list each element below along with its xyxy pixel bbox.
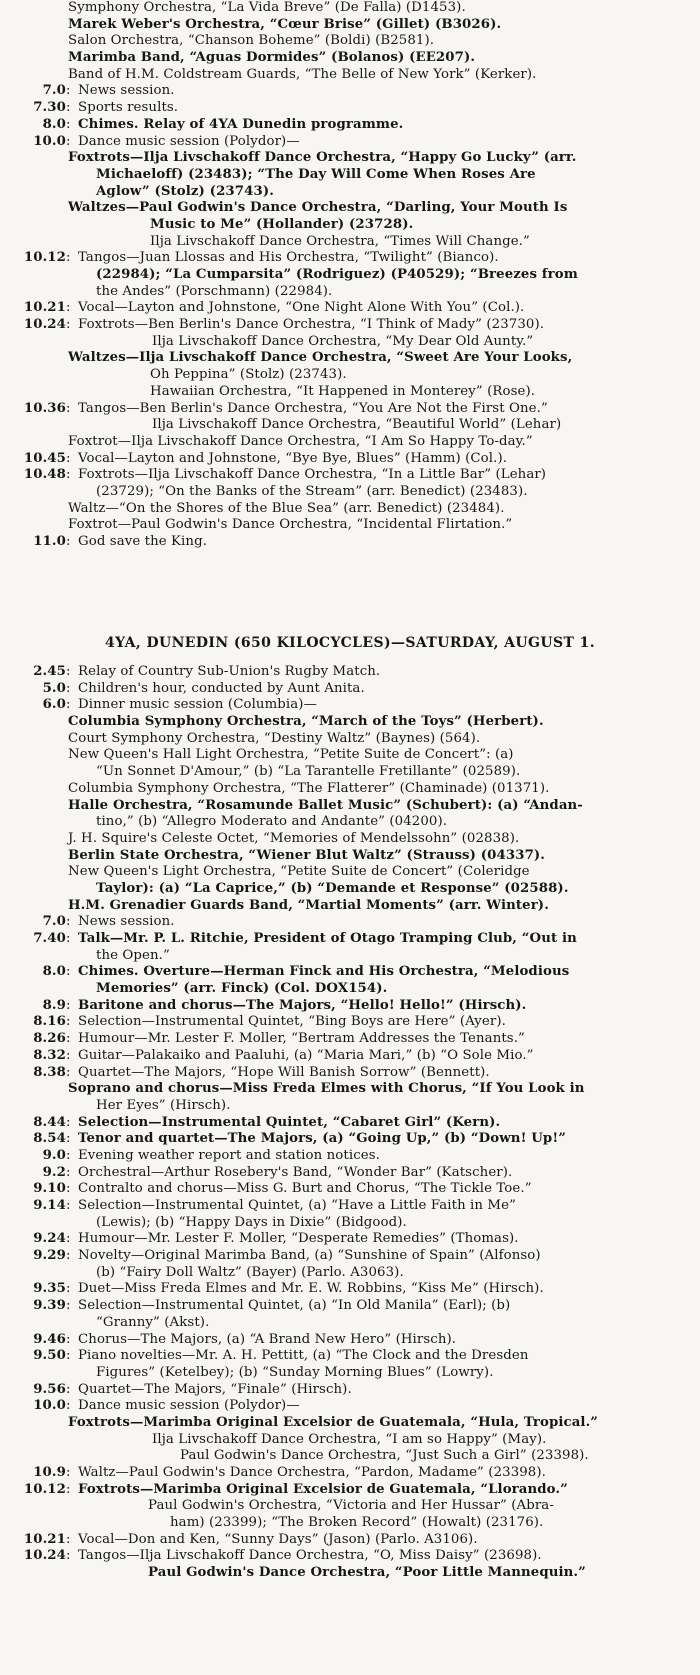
programme-line — [0, 848, 700, 865]
time-colon: : — [66, 1398, 71, 1414]
programme-text: Contralto and chorus—Miss G. Burt and Chorus, “The Tickle Toe.” — [78, 1181, 532, 1197]
programme-text: Dinner music session (Columbia)— — [78, 697, 317, 713]
station-heading: 4YA, DUNEDIN (650 KILOCYCLES)—SATURDAY, AUGUST 1. — [105, 635, 595, 651]
programme-text: Her Eyes” (Hirsch). — [96, 1097, 231, 1113]
time-stamp: 9.29 — [33, 1248, 66, 1264]
time-stamp: 7.0 — [42, 914, 66, 930]
programme-text: H.M. Grenadier Guards Band, “Martial Moments” (arr. Winter). — [68, 897, 549, 913]
programme-line — [0, 83, 700, 100]
programme-line — [0, 134, 700, 151]
programme-line — [0, 517, 700, 534]
programme-line — [0, 1098, 700, 1115]
time-colon: : — [66, 534, 71, 549]
programme-line — [0, 50, 700, 67]
time-colon: : — [66, 1298, 71, 1314]
programme-text: Columbia Symphony Orchestra, “March of the Toys” (Herbert). — [68, 714, 544, 730]
programme-text: Talk—Mr. P. L. Ritchie, President of Otago Tramping Club, “Out in — [78, 931, 577, 946]
programme-line — [0, 714, 700, 731]
time-stamp: 8.0 — [42, 116, 66, 132]
programme-line — [0, 1165, 700, 1182]
time-stamp: 10.0 — [33, 133, 66, 149]
time-stamp: 11.0 — [33, 534, 66, 549]
time-colon: : — [66, 133, 71, 149]
programme-line — [0, 317, 700, 334]
programme-line — [0, 117, 700, 134]
programme-text: News session. — [78, 83, 175, 99]
programme-text: Salon Orchestra, “Chanson Boheme” (Boldi) (B2581). — [68, 33, 435, 49]
time-colon: : — [66, 1031, 71, 1047]
programme-text: Memories” (arr. Finck) (Col. DOX154). — [96, 981, 388, 997]
time-colon: : — [66, 1047, 71, 1063]
programme-text: Taylor): (a) “La Caprice,” (b) “Demande et Response” (02588). — [96, 880, 569, 896]
programme-line — [0, 384, 700, 401]
time-stamp: 8.38 — [33, 1064, 66, 1080]
time-stamp: 10.24 — [23, 1548, 66, 1564]
programme-line — [0, 898, 700, 915]
programme-line — [0, 1265, 700, 1282]
programme-line — [0, 681, 700, 698]
programme-text: Evening weather report and station notices. — [78, 1147, 380, 1163]
programme-text: Ilja Livschakoff Dance Orchestra, “I am so Happy” (May). — [152, 1431, 547, 1447]
programme-text: Foxtrots—Marimba Original Excelsior de Guatemala, “Llorando.” — [78, 1481, 568, 1497]
programme-line — [0, 731, 700, 748]
time-colon: : — [66, 1014, 71, 1030]
programme-line — [0, 1065, 700, 1082]
programme-line — [0, 284, 700, 301]
programme-text: Ilja Livschakoff Dance Orchestra, “Beautiful World” (Lehar) — [152, 417, 562, 433]
programme-line — [0, 1198, 700, 1215]
programme-line — [0, 747, 700, 764]
time-stamp: 10.45 — [23, 450, 66, 466]
programme-line — [0, 367, 700, 384]
programme-line — [0, 150, 700, 167]
programme-text: Foxtrot—Paul Godwin's Dance Orchestra, “Incidental Flirtation.” — [68, 517, 513, 533]
programme-text: the Open.” — [96, 947, 170, 963]
programme-line — [0, 200, 700, 217]
programme-text: Halle Orchestra, “Rosamunde Ballet Music” (Schubert): (a) “Andan- — [68, 797, 583, 813]
time-colon: : — [66, 1231, 71, 1247]
time-colon: : — [66, 100, 71, 116]
programme-line — [0, 67, 700, 84]
time-colon: : — [66, 467, 71, 483]
programme-line — [0, 467, 700, 484]
programme-text: Sports results. — [78, 100, 179, 116]
programme-line — [0, 1298, 700, 1315]
programme-text: Foxtrots—Ilja Livschakoff Dance Orchestra, “In a Little Bar” (Lehar) — [78, 467, 547, 483]
time-colon: : — [66, 964, 71, 980]
programme-text: Marimba Band, “Aguas Dormides” (Bolanos) (EE207). — [68, 50, 476, 66]
programme-text: Marek Weber's Orchestra, “Cœur Brise” (Gillet) (B3026). — [68, 16, 502, 32]
programme-line — [0, 964, 700, 981]
time-stamp: 8.0 — [42, 964, 66, 980]
programme-text: Humour—Mr. Lester F. Moller, “Bertram Addresses the Tenants.” — [78, 1031, 525, 1047]
programme-line — [0, 1231, 700, 1248]
programme-text: Duet—Miss Freda Elmes and Mr. E. W. Robbins, “Kiss Me” (Hirsch). — [78, 1281, 544, 1297]
time-colon: : — [66, 1281, 71, 1297]
programme-line — [0, 350, 700, 367]
programme-text: Dance music session (Polydor)— — [78, 1398, 300, 1414]
programme-text: Hawaiian Orchestra, “It Happened in Monterey” (Rose). — [150, 383, 536, 399]
programme-text: Children's hour, conducted by Aunt Anita. — [78, 680, 365, 696]
programme-text: Foxtrots—Ilja Livschakoff Dance Orchestra, “Happy Go Lucky” (arr. — [68, 150, 577, 166]
time-stamp: 10.21 — [23, 300, 66, 316]
time-colon: : — [66, 450, 71, 466]
time-colon: : — [66, 1064, 71, 1080]
programme-text: God save the King. — [78, 534, 208, 549]
programme-line — [0, 1515, 700, 1532]
time-colon: : — [66, 664, 71, 679]
programme-text: New Queen's Light Orchestra, “Petite Suite de Concert” (Coleridge — [68, 864, 530, 880]
time-stamp: 9.10 — [33, 1181, 66, 1197]
programme-text: Paul Godwin's Dance Orchestra, “Poor Little Mannequin.” — [148, 1565, 586, 1581]
time-colon: : — [66, 1164, 71, 1180]
programme-line — [0, 1482, 700, 1499]
programme-line — [0, 814, 700, 831]
programme-line — [0, 1281, 700, 1298]
programme-text: Baritone and chorus—The Majors, “Hello! Hello!” (Hirsch). — [78, 997, 527, 1013]
programme-text: Chimes. Overture—Herman Finck and His Orchestra, “Melodious — [78, 964, 570, 980]
time-stamp: 9.35 — [33, 1281, 66, 1297]
programme-text: News session. — [78, 914, 175, 930]
programme-text: Paul Godwin's Orchestra, “Victoria and Her Hussar” (Abra- — [148, 1498, 554, 1514]
programme-text: Ilja Livschakoff Dance Orchestra, “Times Will Change.” — [150, 233, 530, 249]
time-stamp: 10.24 — [23, 317, 66, 333]
time-colon: : — [66, 1481, 71, 1497]
time-stamp: 7.0 — [42, 83, 66, 99]
time-stamp: 5.0 — [42, 680, 66, 696]
programme-text: Foxtrot—Ilja Livschakoff Dance Orchestra, “I Am So Happy To-day.” — [68, 433, 533, 449]
time-colon: : — [66, 400, 71, 416]
programme-line — [0, 417, 700, 434]
programme-line — [0, 1181, 700, 1198]
programme-text: Vocal—Don and Ken, “Sunny Days” (Jason) (Parlo. A3106). — [78, 1531, 478, 1547]
programme-line — [0, 100, 700, 117]
time-colon: : — [66, 1331, 71, 1347]
programme-line — [0, 831, 700, 848]
time-stamp: 8.54 — [33, 1131, 66, 1147]
time-colon: : — [66, 680, 71, 696]
programme-line — [0, 267, 700, 284]
programme-text: Dance music session (Polydor)— — [78, 133, 300, 149]
programme-text: (23729); “On the Banks of the Stream” (arr. Benedict) (23483). — [96, 483, 528, 499]
programme-line — [0, 1565, 700, 1582]
programme-text: Berlin State Orchestra, “Wiener Blut Waltz” (Strauss) (04337). — [68, 847, 546, 863]
programme-text: Foxtrots—Ben Berlin's Dance Orchestra, “I Think of Mady” (23730). — [78, 317, 545, 333]
time-colon: : — [66, 1131, 71, 1147]
time-stamp: 10.9 — [33, 1465, 66, 1480]
programme-line — [0, 17, 700, 34]
programme-line — [0, 931, 700, 948]
programme-text: Tangos—Juan Llossas and His Orchestra, “Twilight” (Bianco). — [78, 250, 499, 266]
time-stamp: 10.12 — [23, 1481, 66, 1497]
programme-text: Aglow” (Stolz) (23743). — [96, 183, 274, 199]
programme-line — [0, 1148, 700, 1165]
programme-line — [0, 1315, 700, 1332]
programme-line — [0, 250, 700, 267]
time-stamp: 10.48 — [23, 467, 66, 483]
programme-line — [0, 664, 700, 681]
programme-line — [0, 1415, 700, 1432]
programme-text: Orchestral—Arthur Rosebery's Band, “Wonder Bar” (Katscher). — [78, 1164, 513, 1180]
programme-text: ham) (23399); “The Broken Record” (Howalt) (23176). — [170, 1515, 544, 1531]
programme-line — [0, 401, 700, 418]
time-stamp: 7.40 — [33, 931, 66, 946]
time-stamp: 10.12 — [23, 250, 66, 266]
time-colon: : — [66, 300, 71, 316]
programme-text: Waltz—Paul Godwin's Dance Orchestra, “Pardon, Madame” (23398). — [78, 1465, 546, 1480]
programme-text: tino,” (b) “Allegro Moderato and Andante” (04200). — [96, 814, 448, 830]
time-stamp: 9.14 — [33, 1198, 66, 1213]
programme-text: Quartet—The Majors, “Hope Will Banish Sorrow” (Bennett). — [78, 1064, 490, 1080]
time-colon: : — [66, 997, 71, 1013]
time-stamp: 9.2 — [42, 1164, 66, 1180]
programme-line — [0, 434, 700, 451]
time-stamp: 9.46 — [33, 1331, 66, 1347]
programme-line — [0, 167, 700, 184]
programme-line — [0, 1248, 700, 1265]
programme-listing-part-1 — [0, 0, 700, 551]
time-stamp: 9.50 — [33, 1348, 66, 1364]
time-stamp: 2.45 — [33, 664, 66, 679]
programme-line — [0, 0, 700, 17]
programme-line — [0, 184, 700, 201]
programme-text: Tangos—Ben Berlin's Dance Orchestra, “You Are Not the First One.” — [78, 400, 548, 416]
time-stamp: 9.56 — [33, 1381, 66, 1397]
programme-line — [0, 914, 700, 931]
time-colon: : — [66, 317, 71, 333]
time-stamp: 7.30 — [33, 100, 66, 116]
time-colon: : — [66, 1248, 71, 1264]
programme-line — [0, 948, 700, 965]
programme-line — [0, 781, 700, 798]
programme-line — [0, 501, 700, 518]
programme-text: Music to Me” (Hollander) (23728). — [150, 216, 414, 232]
time-colon: : — [66, 1348, 71, 1364]
programme-line — [0, 534, 700, 551]
time-colon: : — [66, 1465, 71, 1480]
time-stamp: 8.9 — [42, 997, 66, 1013]
programme-line — [0, 1465, 700, 1482]
time-colon: : — [66, 931, 71, 946]
programme-line — [0, 1398, 700, 1415]
programme-line — [0, 217, 700, 234]
programme-line — [0, 451, 700, 468]
time-colon: : — [66, 1114, 71, 1130]
programme-line — [0, 998, 700, 1015]
programme-text: Selection—Instrumental Quintet, “Cabaret Girl” (Kern). — [78, 1114, 501, 1130]
programme-text: Waltz—“On the Shores of the Blue Sea” (arr. Benedict) (23484). — [68, 500, 505, 516]
programme-text: Vocal—Layton and Johnstone, “One Night Alone With You” (Col.). — [78, 300, 525, 316]
programme-text: the Andes” (Porschmann) (22984). — [96, 283, 333, 299]
programme-line — [0, 334, 700, 351]
time-stamp: 10.0 — [33, 1398, 66, 1414]
programme-line — [0, 1031, 700, 1048]
programme-text: New Queen's Hall Light Orchestra, “Petite Suite de Concert”: (a) — [68, 747, 514, 763]
programme-line — [0, 1382, 700, 1399]
programme-text: J. H. Squire's Celeste Octet, “Memories of Mendelssohn” (02838). — [68, 830, 520, 846]
programme-line — [0, 234, 700, 251]
programme-text: Waltzes—Ilja Livschakoff Dance Orchestra, “Sweet Are Your Looks, — [68, 350, 573, 366]
programme-text: Symphony Orchestra, “La Vida Breve” (De Falla) (D1453). — [68, 0, 466, 15]
programme-text: Selection—Instrumental Quintet, (a) “Have a Little Faith in Me” — [78, 1198, 516, 1213]
programme-line — [0, 33, 700, 50]
programme-text: Novelty—Original Marimba Band, (a) “Sunshine of Spain” (Alfonso) — [78, 1248, 541, 1264]
time-colon: : — [66, 1147, 71, 1163]
programme-line — [0, 798, 700, 815]
programme-line — [0, 864, 700, 881]
programme-text: (22984); “La Cumparsita” (Rodriguez) (P40529); “Breezes from — [96, 267, 578, 282]
programme-line — [0, 1432, 700, 1449]
time-colon: : — [66, 1548, 71, 1564]
time-colon: : — [66, 1381, 71, 1397]
programme-line — [0, 697, 700, 714]
time-stamp: 6.0 — [42, 697, 66, 713]
time-colon: : — [66, 1531, 71, 1547]
programme-text: Chorus—The Majors, (a) “A Brand New Hero” (Hirsch). — [78, 1331, 457, 1347]
programme-text: Paul Godwin's Dance Orchestra, “Just Such a Girl” (23398). — [180, 1448, 589, 1464]
programme-text: Relay of Country Sub-Union's Rugby Match. — [78, 664, 381, 679]
programme-text: Court Symphony Orchestra, “Destiny Waltz” (Baynes) (564). — [68, 730, 481, 746]
time-stamp: 8.16 — [33, 1014, 66, 1030]
programme-text: “Granny” (Akst). — [96, 1314, 210, 1330]
programme-text: Quartet—The Majors, “Finale” (Hirsch). — [78, 1381, 352, 1397]
programme-text: (Lewis); (b) “Happy Days in Dixie” (Bidgood). — [96, 1214, 407, 1230]
programme-text: Tenor and quartet—The Majors, (a) “Going Up,” (b) “Down! Up!” — [78, 1131, 567, 1147]
programme-line — [0, 1548, 700, 1565]
time-stamp: 8.44 — [33, 1114, 66, 1130]
time-colon: : — [66, 697, 71, 713]
programme-line — [0, 1081, 700, 1098]
programme-text: Waltzes—Paul Godwin's Dance Orchestra, “Darling, Your Mouth Is — [68, 200, 568, 216]
programme-text: Selection—Instrumental Quintet, (a) “In Old Manila” (Earl); (b) — [78, 1298, 511, 1314]
programme-text: Figures” (Ketelbey); (b) “Sunday Morning Blues” (Lowry). — [96, 1364, 494, 1380]
programme-text: Chimes. Relay of 4YA Dunedin programme. — [78, 116, 404, 132]
programme-line — [0, 1215, 700, 1232]
programme-text: Selection—Instrumental Quintet, “Bing Boys are Here” (Ayer). — [78, 1014, 506, 1030]
programme-text: Humour—Mr. Lester F. Moller, “Desperate Remedies” (Thomas). — [78, 1231, 519, 1247]
time-colon: : — [66, 1181, 71, 1197]
programme-text: Michaeloff) (23483); “The Day Will Come When Roses Are — [96, 166, 536, 182]
programme-line — [0, 1448, 700, 1465]
programme-line — [0, 484, 700, 501]
time-colon: : — [66, 83, 71, 99]
programme-line — [0, 1014, 700, 1031]
programme-text: “Un Sonnet D'Amour,” (b) “La Tarantelle Fretillante” (02589). — [96, 764, 521, 780]
programme-line — [0, 300, 700, 317]
programme-line — [0, 1532, 700, 1549]
programme-text: Guitar—Palakaiko and Paaluhi, (a) “Maria Mari,” (b) “O Sole Mio.” — [78, 1047, 534, 1063]
time-stamp: 10.21 — [23, 1531, 66, 1547]
programme-text: (b) “Fairy Doll Waltz” (Bayer) (Parlo. A3063). — [96, 1264, 404, 1280]
programme-line — [0, 1348, 700, 1365]
programme-line — [0, 1048, 700, 1065]
programme-text: Band of H.M. Coldstream Guards, “The Belle of New York” (Kerker). — [68, 66, 537, 82]
time-stamp: 9.39 — [33, 1298, 66, 1314]
programme-text: Columbia Symphony Orchestra, “The Flatterer” (Chaminade) (01371). — [68, 780, 550, 796]
time-stamp: 9.0 — [42, 1147, 66, 1163]
programme-text: Tangos—Ilja Livschakoff Dance Orchestra, “O, Miss Daisy” (23698). — [78, 1548, 542, 1564]
programme-line — [0, 1332, 700, 1349]
programme-text: Vocal—Layton and Johnstone, “Bye Bye, Blues” (Hamm) (Col.). — [78, 450, 508, 466]
time-colon: : — [66, 1198, 71, 1213]
programme-text: Ilja Livschakoff Dance Orchestra, “My Dear Old Aunty.” — [152, 333, 534, 349]
programme-line — [0, 881, 700, 898]
programme-text: Foxtrots—Marimba Original Excelsior de Guatemala, “Hula, Tropical.” — [68, 1414, 599, 1430]
programme-line — [0, 1365, 700, 1382]
time-stamp: 8.26 — [33, 1031, 66, 1047]
time-stamp: 10.36 — [23, 400, 66, 416]
time-colon: : — [66, 116, 71, 132]
programme-line — [0, 764, 700, 781]
programme-line — [0, 1115, 700, 1132]
time-stamp: 8.32 — [33, 1047, 66, 1063]
programme-text: Piano novelties—Mr. A. H. Pettitt, (a) “The Clock and the Dresden — [78, 1348, 529, 1364]
programme-line — [0, 981, 700, 998]
time-colon: : — [66, 250, 71, 266]
time-colon: : — [66, 914, 71, 930]
programme-text: Oh Peppina” (Stolz) (23743). — [150, 367, 347, 383]
programme-line — [0, 1498, 700, 1515]
programme-text: Soprano and chorus—Miss Freda Elmes with Chorus, “If You Look in — [68, 1081, 585, 1097]
time-stamp: 9.24 — [33, 1231, 66, 1247]
programme-listing-part-2 — [0, 664, 700, 1582]
programme-line — [0, 1131, 700, 1148]
